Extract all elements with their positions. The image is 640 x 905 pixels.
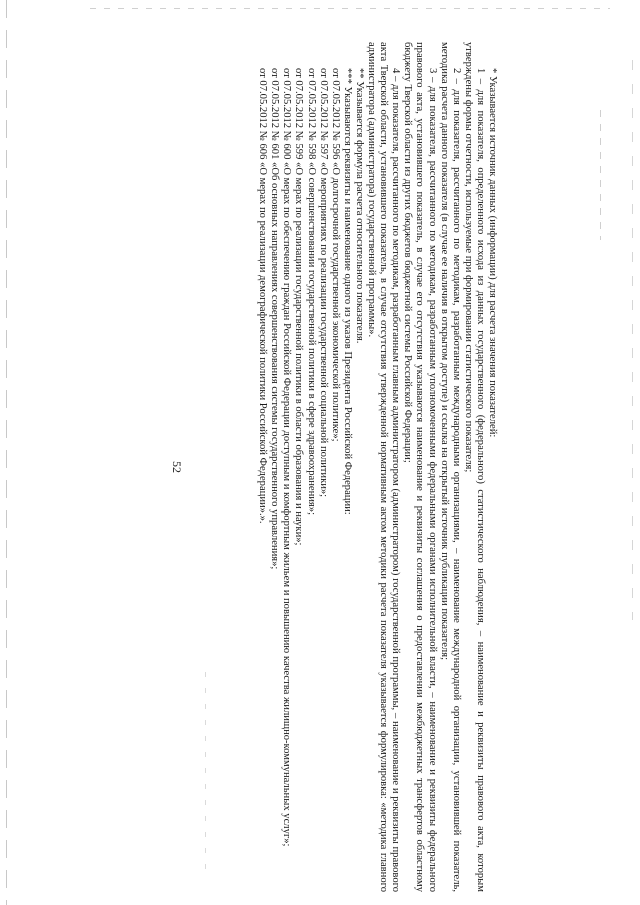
scan-artifact-top-right <box>600 110 601 240</box>
paragraph-source-1: 1 – для показателя, определенного исхода из данных государственного (федерального) статистического наблюдения, – наименование и реквизиты правового акта, которым утверждены формы отчетности, используемые при формировании статистического показателя; <box>462 42 486 892</box>
paragraph-source-2: 2 – для показателя, рассчитанного по методикам, разработанным международными организациями, – наименование международной организации, установившей показатель, методика расчета данного показателя (в случае ее наличия в открытом доступе) и ссылка на открытый источник публикации показателя; <box>438 42 462 892</box>
decree-item-600: от 07.05.2012 № 600 «О мерах по обеспечению граждан Российской Федерации доступным и комфортным жильем и повышению качества жилищно-коммунальных услуг»; <box>281 68 293 847</box>
paragraph-source-3: 3 – для показателя, рассчитанного по методикам, разработанным уполномоченными федеральными органами исполнительной власти, – наименование и реквизиты федерального правового акта, установившего показатель, в случае его отсутствия указываются наименование и реквизиты соглашения о предоставлении межбюджетных трансфертов областному бюджету Тверской области из других бюджетов бюджетной системы Российской Федерации; <box>402 42 438 892</box>
scan-artifact-top <box>90 8 610 9</box>
page-number: 52 <box>170 461 184 473</box>
paragraph-source-note: * Указывается источник данных (информации) для расчета значения показателей: <box>487 68 498 438</box>
scan-artifact-left <box>6 0 7 905</box>
paragraph-decree-note: *** Указываются реквизиты и наименование одного из указов Президента Российской Федерации: <box>341 68 353 515</box>
decree-item-599: от 07.05.2012 № 599 «О мерах по реализации государственной политики в области образования и науки»; <box>293 68 305 546</box>
decree-item-601: от 07.05.2012 № 601 «Об основных направлениях совершенствования системы государственного управления»; <box>269 68 281 570</box>
decree-item-596: от 07.05.2012 № 596 «О долгосрочной государственной экономической политике»; <box>329 68 341 442</box>
decree-item-598: от 07.05.2012 № 598 «О совершенствовании государственной политики в сфере здравоохранения»; <box>305 68 317 516</box>
paragraph-source-4: 4 – для показателя, рассчитанного по методикам, разработанным главным администратором (администратором) государственной программы, – наименование и реквизиты правового акта Тверской области, установившего показатель, в случае отсутствия утвержденной нормативным актом методики расчета показателя указывается формулировка: «методика главного администратора (администратора) государственной программы». <box>366 42 402 892</box>
scan-artifact-right <box>632 60 633 620</box>
document-body <box>256 42 498 892</box>
paragraph-formula-note: ** Указывается формула расчета относительного показателя. <box>353 68 365 344</box>
decree-item-597: от 07.05.2012 № 597 «О мероприятиях по реализации государственной социальной политики»; <box>317 68 329 498</box>
decree-item-606: от 07.05.2012 № 606 «О мерах по реализации демографической политики Российской Федерации».». <box>257 68 269 524</box>
rotated-page <box>118 42 498 892</box>
